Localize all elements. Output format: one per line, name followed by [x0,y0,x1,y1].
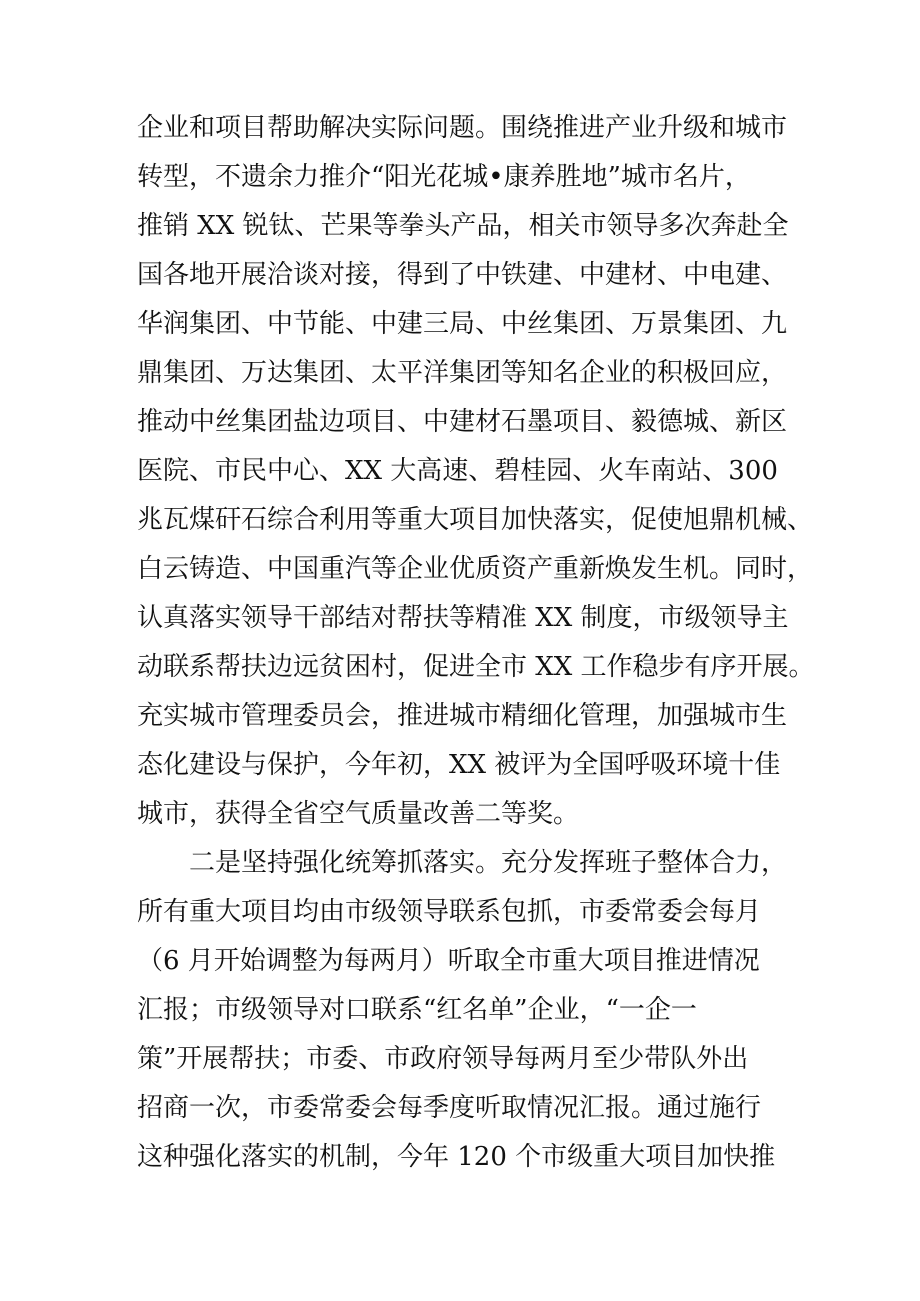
text-line: 充实城市管理委员会，推进城市精细化管理，加强城市生 [137,701,788,731]
text-line: 城市，获得全省空气质量改善二等奖。 [137,799,580,829]
text-line: 推动中丝集团盐边项目、中建材石墨项目、毅德城、新区 [137,407,788,437]
paragraph-start-line: 二是坚持强化统筹抓落实。充分发挥班子整体合力， [189,848,788,878]
text-line: 招商一次，市委常委会每季度听取情况汇报。通过施行 [137,1093,762,1123]
text-line: 态化建设与保护，今年初，XX 被评为全国呼吸环境十佳 [137,750,781,780]
text-line: 转型，不遗余力推介“阳光花城•康养胜地”城市名片， [137,162,751,192]
text-line: 白云铸造、中国重汽等企业优质资产重新焕发生机。同时， [137,554,814,584]
text-line: 认真落实领导干部结对帮扶等精准 XX 制度，市级领导主 [137,603,789,633]
body-text [137,104,837,1182]
text-line: 鼎集团、万达集团、太平洋集团等知名企业的积极回应， [137,358,788,388]
text-line: 所有重大项目均由市级领导联系包抓，市委常委会每月 [137,897,762,927]
text-line: 医院、市民中心、XX 大高速、碧桂园、火车南站、300 [137,456,778,486]
text-line: 国各地开展洽谈对接，得到了中铁建、中建材、中电建、 [137,260,788,290]
text-line: 企业和项目帮助解决实际问题。围绕推进产业升级和城市 [137,113,788,143]
text-line: 策”开展帮扶；市委、市政府领导每两月至少带队外出 [137,1044,749,1074]
text-line: 华润集团、中节能、中建三局、中丝集团、万景集团、九 [137,309,788,339]
text-line: 动联系帮扶边远贫困村，促进全市 XX 工作稳步有序开展。 [137,652,815,682]
text-line: 汇报；市级领导对口联系“红名单”企业，“一企一 [137,995,697,1025]
text-line: （6 月开始调整为每两月）听取全市重大项目推进情况 [137,946,760,976]
text-line: 推销 XX 锐钛、芒果等拳头产品，相关市领导多次奔赴全 [137,211,789,241]
text-line: 兆瓦煤矸石综合利用等重大项目加快落实，促使旭鼎机械、 [137,505,814,535]
text-line: 这种强化落实的机制，今年 120 个市级重大项目加快推 [137,1142,776,1172]
